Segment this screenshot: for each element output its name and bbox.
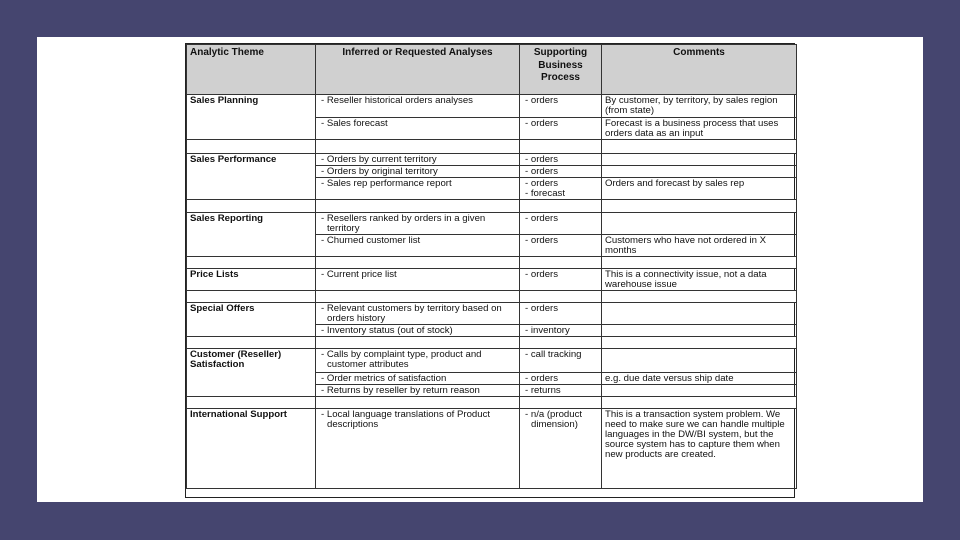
separator-cell [602,397,797,409]
separator-cell [520,140,602,154]
analysis-text: - Sales rep performance report [321,178,452,189]
comment-cell [602,213,797,235]
process-text: - call tracking [525,349,582,360]
group-separator [187,291,797,303]
comment-cell: This is a connectivity issue, not a data warehouse issue [602,269,797,291]
separator-cell [520,397,602,409]
process-cell [520,269,602,291]
process-text: - inventory [525,325,570,336]
process-cell [520,178,602,200]
table-row [187,409,797,489]
analysis-text: - Calls by complaint type, product and customer attributes [321,349,482,370]
analysis-cell [316,349,520,373]
table-row [187,95,797,118]
comment-cell: e.g. due date versus ship date [602,373,797,385]
analysis-text: - Reseller historical orders analyses [321,95,473,106]
process-text: - returns [525,385,561,396]
comment-cell [602,325,797,337]
process-text: - orders [525,118,559,129]
analysis-cell [316,178,520,200]
separator-cell [316,337,520,349]
analysis-cell [316,166,520,178]
analysis-text: - Local language translations of Product descriptions [321,409,491,430]
process-text: - orders [525,213,559,224]
analysis-text: - Returns by reseller by return reason [321,385,480,396]
analysis-cell [316,154,520,166]
analysis-cell [316,409,520,489]
process-text: - n/a (product dimension) [525,409,583,430]
group-separator [187,337,797,349]
analysis-text: - Inventory status (out of stock) [321,325,453,336]
separator-cell [316,140,520,154]
process-cell [520,235,602,257]
header-row [187,45,797,95]
analysis-cell [316,385,520,397]
comment-cell [602,349,797,373]
separator-cell [187,291,316,303]
process-cell [520,325,602,337]
comment-cell [602,303,797,325]
comment-cell [602,166,797,178]
table-row [187,213,797,235]
comment-cell [602,154,797,166]
separator-cell [187,397,316,409]
analysis-cell [316,325,520,337]
process-cell [520,373,602,385]
process-cell [520,154,602,166]
separator-cell [520,257,602,269]
separator-cell [187,337,316,349]
separator-cell [316,397,520,409]
analysis-cell [316,373,520,385]
separator-cell [602,140,797,154]
theme-cell: Special Offers [187,303,316,337]
separator-cell [520,337,602,349]
process-text: - orders [525,235,559,246]
process-cell [520,213,602,235]
comment-cell: Forecast is a business process that uses orders data as an input [602,118,797,140]
theme-cell: Sales Performance [187,154,316,200]
group-separator [187,200,797,213]
table-row [187,154,797,166]
group-separator [187,257,797,269]
comment-cell: Customers who have not ordered in X months [602,235,797,257]
separator-cell [602,200,797,213]
theme-cell: Sales Planning [187,95,316,140]
process-cell [520,385,602,397]
table-row [187,269,797,291]
analysis-text: - Churned customer list [321,235,421,246]
separator-cell [187,257,316,269]
analysis-cell [316,303,520,325]
header-process: Supporting Business Process [520,45,602,95]
analysis-text: - Relevant customers by territory based on orders history [321,303,502,324]
process-text: - orders [525,303,559,314]
process-cell [520,118,602,140]
process-cell [520,349,602,373]
process-text: - orders [525,166,559,177]
process-cell [520,166,602,178]
separator-cell [602,337,797,349]
analysis-text: - Sales forecast [321,118,388,129]
header-theme: Analytic Theme [187,45,316,95]
themes-grid [186,44,797,489]
analysis-text: - Current price list [321,269,397,280]
process-text: - orders [525,95,559,106]
table-row [187,349,797,373]
analysis-cell [316,269,520,291]
comment-cell: Orders and forecast by sales rep [602,178,797,200]
separator-cell [187,140,316,154]
analysis-cell [316,213,520,235]
process-cell [520,303,602,325]
process-cell [520,409,602,489]
group-separator [187,140,797,154]
analysis-text: - Orders by original territory [321,166,438,177]
header-comments: Comments [602,45,797,95]
process-text-secondary: - forecast [525,188,565,199]
process-text: - orders [525,373,559,384]
analysis-text: - Order metrics of satisfaction [321,373,447,384]
separator-cell [316,291,520,303]
analysis-text: - Resellers ranked by orders in a given territory [321,213,486,234]
slide [37,37,923,502]
theme-cell: Customer (Reseller) Satisfaction [187,349,316,397]
analysis-cell [316,95,520,118]
separator-cell [316,257,520,269]
process-cell [520,95,602,118]
process-text: - orders [525,178,559,189]
group-separator [187,397,797,409]
process-text: - orders [525,154,559,165]
separator-cell [316,200,520,213]
separator-cell [602,291,797,303]
comment-cell [602,385,797,397]
analysis-cell [316,235,520,257]
theme-cell: International Support [187,409,316,489]
header-analyses: Inferred or Requested Analyses [316,45,520,95]
separator-cell [520,200,602,213]
theme-cell: Sales Reporting [187,213,316,257]
theme-cell: Price Lists [187,269,316,291]
separator-cell [187,200,316,213]
table-row [187,303,797,325]
comment-cell: This is a transaction system problem. We need to make sure we can handle multiple languages in the DW/BI system, but the source system has to capture them when new products are created. [602,409,797,489]
separator-cell [520,291,602,303]
separator-cell [602,257,797,269]
comment-cell: By customer, by territory, by sales region (from state) [602,95,797,118]
analytic-themes-table [185,43,795,498]
analysis-text: - Orders by current territory [321,154,437,165]
analysis-cell [316,118,520,140]
process-text: - orders [525,269,559,280]
